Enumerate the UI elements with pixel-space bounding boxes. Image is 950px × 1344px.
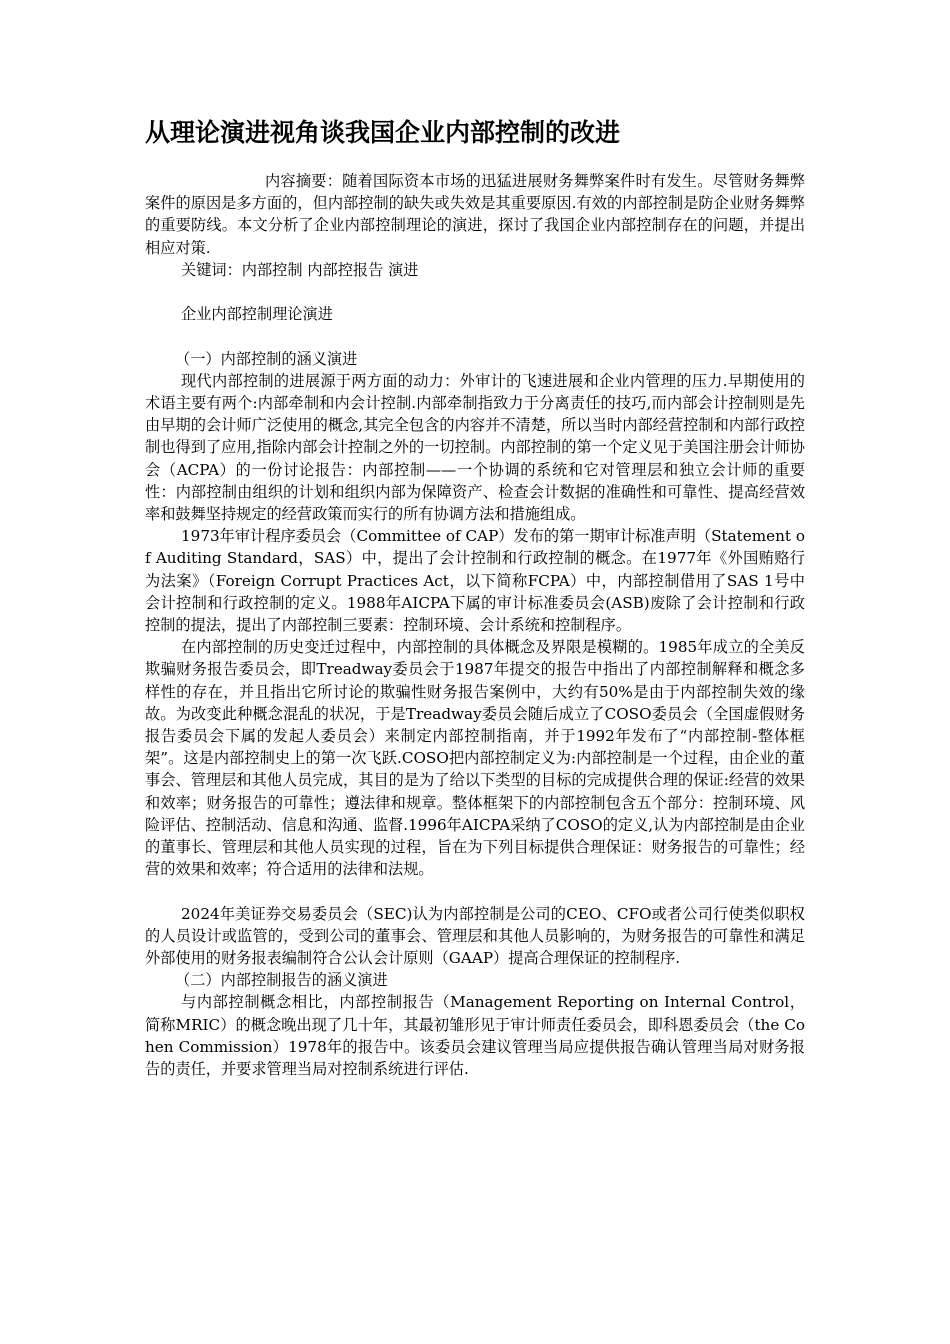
- body-paragraph: 2024年美证券交易委员会（SEC)认为内部控制是公司的CEO、CFO或者公司行使类似职权的人员设计或监管的，受到公司的董事会、管理层和其他人员影响的，为财务报告的可靠性和满足外部使用的财务报表编制符合公认会计原则（GAAP）提高合理保证的控制程序.: [145, 904, 805, 968]
- body-paragraph: 与内部控制概念相比，内部控制报告（Management Reporting on Internal Control，简称MRIC）的概念晚出现了几十年，其最初雏形见于审计师责任委员会，即科恩委员会（the Cohen Commission）1978年的报告中。该委员会建议管理当局应提供报告确认管理当局对财务报告的责任，并要求管理当局对控制系统进行评估.: [145, 993, 805, 1079]
- body-paragraph: 在内部控制的历史变迁过程中，内部控制的具体概念及界限是模糊的。1985年成立的全美反欺骗财务报告委员会，即Treadway委员会于1987年提交的报告中指出了内部控制解释和概念多样性的存在，并且指出它所讨论的欺骗性财务报告案例中，大约有50%是由于内部控制失效的缘故。为改变此种概念混乱的状况，于是Treadway委员会随后成立了COSO委员会（全国虚假财务报告委员会下属的发起人委员会）来制定内部控制指南，并于1992年发布了“内部控制-整体框架”。这是内部控制史上的第一次飞跃.COSO把内部控制定义为:内部控制是一个过程，由企业的董事会、管理层和其他人员完成，其目的是为了给以下类型的目标的完成提供合理的保证:经营的效果和效率；财务报告的可靠性；遵法律和规章。整体框架下的内部控制包含五个部分：控制环境、风险评估、控制活动、信息和沟通、监督.1996年AICPA采纳了COSO的定义,认为内部控制是由企业的董事长、管理层和其他人员实现的过程，旨在为下列目标提供合理保证：财务报告的可靠性；经营的效果和效率；符合适用的法律和法规。: [145, 638, 805, 879]
- spacer: [145, 880, 805, 902]
- spacer: [145, 281, 805, 303]
- document-body: [145, 170, 805, 1080]
- body-paragraph: 1973年审计程序委员会（Committee of CAP）发布的第一期审计标准声明（Statement of Auditing Standard，SAS）中，提出了会计控制和行政控制的概念。在1977年《外国贿赂行为法案》（Foreign Corrupt Practices Act，以下简称FCPA）中，内部控制借用了SAS 1号中会计控制和行政控制的定义。1988年AICPA下属的审计标准委员会(ASB)废除了会计控制和行政控制的提法，提出了内部控制三要素：控制环境、会计系统和控制程序。: [145, 527, 805, 635]
- document-title: 从理论演进视角谈我国企业内部控制的改进: [145, 118, 621, 147]
- section-heading: 企业内部控制理论演进: [181, 305, 333, 324]
- subsection-heading: （一）内部控制的涵义演进: [175, 349, 358, 368]
- subsection-heading: （二）内部控制报告的涵义演进: [175, 971, 388, 990]
- spacer: [145, 325, 805, 347]
- body-paragraph: 现代内部控制的进展源于两方面的动力：外审计的飞速进展和企业内管理的压力.早期使用的术语主要有两个:内部牵制和内会计控制.内部牵制指致力于分离责任的技巧,而内部会计控制则是先由早期的会计师广泛使用的概念,其完全包含的内容并不清楚，所以当时内部经营控制和内部行政控制也得到了应用,指除内部会计控制之外的一切控制。内部控制的第一个定义见于美国注册会计师协会（ACPA）的一份讨论报告：内部控制——一个协调的系统和它对管理层和独立会计师的重要性：内部控制由组织的计划和组织内部为保障资产、检查会计数据的准确性和可靠性、提高经营效率和鼓舞坚持规定的经营政策而实行的所有协调方法和措施组成。: [145, 371, 805, 524]
- keywords-line: 关键词：内部控制 内部控报告 演进: [181, 260, 419, 279]
- abstract-paragraph: 内容摘要：随着国际资本市场的迅猛进展财务舞弊案件时有发生。尽管财务舞弊案件的原因是多方面的，但内部控制的缺失或失效是其重要原因.有效的内部控制是防企业财务舞弊的重要防线。本文分析了企业内部控制理论的演进，探讨了我国企业内部控制存在的问题，并提出相应对策.: [145, 172, 805, 257]
